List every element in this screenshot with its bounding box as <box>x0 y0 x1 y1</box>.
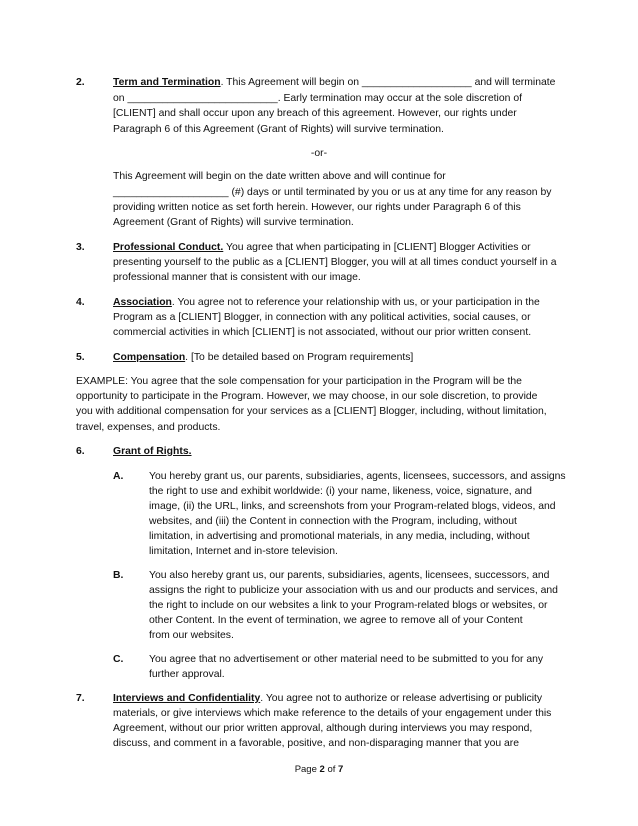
section-7-line-2: Agreement, without our prior written approval, although during interviews you may respond, <box>113 723 533 734</box>
footer-current-page: 2 <box>319 764 325 775</box>
section-3-line-0: You agree that when participating in [CLIENT] Blogger Activities or <box>223 242 531 253</box>
section-4-line-1: Program as a [CLIENT] Blogger, in connection with any political activities, social causes, or <box>113 312 531 323</box>
section-4-line-2: commercial activities in which [CLIENT] is not associated, without our prior written consent. <box>113 327 532 338</box>
section-6c-label: C. <box>113 654 124 665</box>
section-6a-line-5: limitation, Internet and in-store television. <box>149 546 338 557</box>
footer-prefix: Page <box>294 764 320 775</box>
section-6-number: 6. <box>76 446 85 457</box>
section-2-alt-line-3: Agreement (Grant of Rights) will survive termination. <box>113 217 354 228</box>
section-5-line-0: . [To be detailed based on Program requirements] <box>185 352 414 363</box>
section-2-line-0: . This Agreement will begin on ___________________ and will terminate <box>220 77 556 88</box>
section-3-first-line <box>113 240 531 255</box>
section-7-line-3: discuss, and comment in a favorable, positive, and non-disparaging manner that you are <box>113 738 520 749</box>
section-4-first-line <box>113 295 540 310</box>
section-4-number: 4. <box>76 297 85 308</box>
section-2-first-line <box>113 75 555 90</box>
section-2-heading: Term and Termination <box>113 77 221 88</box>
section-6a-line-0: You hereby grant us, our parents, subsidiaries, agents, licensees, successors, and assigns <box>149 471 566 482</box>
section-6b-line-3: other Content. In the event of termination, we agree to remove all of your Content <box>149 615 523 626</box>
section-2-alt-line-2: providing written notice as set forth herein. However, our rights under Paragraph 6 of this <box>113 202 521 213</box>
section-2-line-3: Paragraph 6 of this Agreement (Grant of Rights) will survive termination. <box>113 124 444 135</box>
section-2-alt-line-0: This Agreement will begin on the date written above and will continue for <box>113 171 446 182</box>
section-6b-line-1: assigns the right to publicize your association with us and our products and services, and <box>149 585 558 596</box>
section-2-number: 2. <box>76 77 85 88</box>
section-2-line-1: on __________________________. Early termination may occur at the sole discretion of <box>113 93 522 104</box>
section-6a-line-4: limitation, in advertising and promotional materials, in any media, including, without <box>149 531 530 542</box>
section-5-number: 5. <box>76 352 85 363</box>
section-4-line-0: . You agree not to reference your relationship with us, or your participation in the <box>171 297 540 308</box>
section-7-line-1: materials, or give interviews which make reference to the details of your engagement under this <box>113 708 552 719</box>
section-6b-line-0: You also hereby grant us, our parents, subsidiaries, agents, licensees, successors, and <box>149 570 550 581</box>
footer-total-pages: 7 <box>338 764 344 775</box>
section-6-first-line <box>113 444 192 459</box>
section-3-number: 3. <box>76 242 85 253</box>
section-7-line-0: . You agree not to authorize or release advertising or publicity <box>260 693 543 704</box>
page-footer <box>0 762 638 777</box>
section-6c-line-1: further approval. <box>149 669 225 680</box>
section-6a-label: A. <box>113 471 124 482</box>
section-6b-line-2: the right to include on our websites a link to your Program-related blogs or websites, or <box>149 600 548 611</box>
section-7-heading: Interviews and Confidentiality <box>113 693 261 704</box>
section-5-first-line <box>113 350 413 365</box>
section-2-or: -or- <box>310 148 328 159</box>
section-3-heading: Professional Conduct. <box>113 242 224 253</box>
section-6a-line-3: websites, and (iii) the Content in connection with the Program, including, without <box>149 516 517 527</box>
section-6-heading: Grant of Rights. <box>113 446 192 457</box>
section-5-heading: Compensation <box>113 352 186 363</box>
section-3-line-2: professional manner that is consistent with our image. <box>113 272 361 283</box>
section-7-first-line <box>113 691 542 706</box>
section-6b-line-4: from our websites. <box>149 630 234 641</box>
example-line-3: travel, expenses, and products. <box>76 422 221 433</box>
example-line-1: opportunity to participate in the Program. However, we may choose, in our sole discretion, to provide <box>76 391 538 402</box>
section-4-heading: Association <box>113 297 172 308</box>
section-6a-line-1: the right to use and exhibit worldwide: (i) your name, likeness, voice, signature, and <box>149 486 532 497</box>
section-3-line-1: presenting yourself to the public as a [CLIENT] Blogger, you will at all times conduct yourself in a <box>113 257 557 268</box>
example-line-2: you with additional compensation for your services as a [CLIENT] Blogger, including, without limitation, <box>76 406 547 417</box>
section-6a-line-2: image, (ii) the URL, links, and screenshots from your Program-related blogs, videos, and <box>149 501 556 512</box>
example-line-0: EXAMPLE: You agree that the sole compensation for your participation in the Program will be the <box>76 376 522 387</box>
footer-sep: of <box>324 764 339 775</box>
section-7-number: 7. <box>76 693 85 704</box>
section-6b-label: B. <box>113 570 124 581</box>
section-2-alt-line-1: ____________________ (#) days or until terminated by you or us at any time for any reason by <box>113 187 552 198</box>
section-6c-line-0: You agree that no advertisement or other material need to be submitted to you for any <box>149 654 544 665</box>
section-2-line-2: [CLIENT] and shall occur upon any breach of this agreement. However, our rights under <box>113 108 517 119</box>
